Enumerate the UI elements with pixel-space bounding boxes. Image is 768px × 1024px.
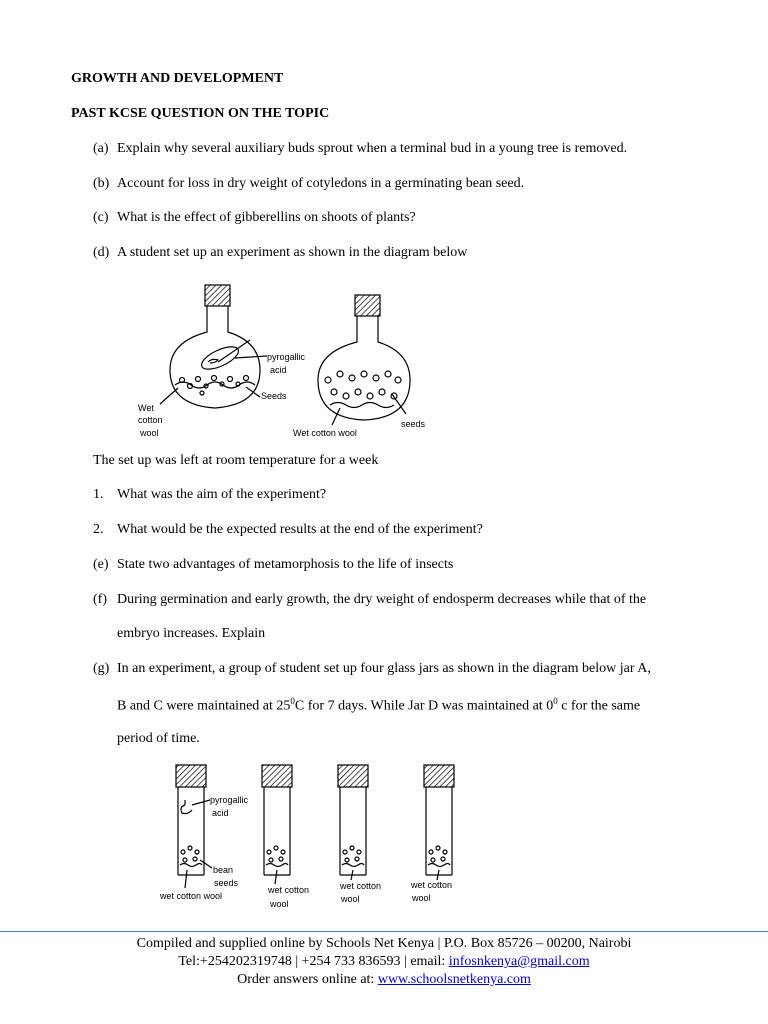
question-d-label: (d) [93, 245, 110, 260]
label-acid: acid [270, 365, 287, 375]
question-f-label: (f) [93, 592, 107, 607]
flask-experiment-diagram [130, 280, 450, 445]
label-pyrogallic-jar: pyrogallic [210, 795, 249, 805]
question-b-text: Account for loss in dry weight of cotyledons in a germinating bean seed. [117, 176, 525, 191]
label-wet-cotton-wool-flask2: Wet cotton wool [293, 428, 357, 438]
label-wet: Wet [138, 403, 154, 413]
label-wet-cotton-wool-jar-a: wet cotton wool [160, 891, 223, 901]
label-cotton: cotton [138, 415, 163, 425]
question-f-line2: embryo increases. Explain [117, 626, 266, 641]
question-d1-text: What was the aim of the experiment? [117, 487, 327, 502]
jar-b [262, 765, 292, 884]
question-f-line1: During germination and early growth, the dry weight of endosperm decreases while that of the [117, 592, 647, 607]
jar-c [338, 765, 368, 880]
footer-line-3: Order answers online at: www.schoolsnetkenya.com [237, 972, 531, 987]
label-wool-jar-b: wool [270, 899, 289, 909]
footer-divider [0, 931, 768, 932]
question-g-line1: In an experiment, a group of student set up four glass jars as shown in the diagram below jar A, [117, 661, 651, 676]
website-link[interactable]: www.schoolsnetkenya.com [377, 972, 531, 987]
label-bean: bean [213, 865, 234, 875]
page-subtitle: PAST KCSE QUESTION ON THE TOPIC [71, 106, 330, 121]
footer-line-2: Tel:+254202319748 | +254 733 836593 | email: infosnkenya@gmail.com [178, 954, 590, 969]
question-g-label: (g) [93, 661, 110, 676]
question-d-text: A student set up an experiment as shown in the diagram below [117, 245, 468, 260]
label-seeds-flask2: seeds [401, 419, 426, 429]
label-acid-jar: acid [212, 808, 229, 818]
label-wool-jar-c: wool [341, 894, 360, 904]
cork-stopper-2 [355, 295, 380, 316]
email-link[interactable]: infosnkenya@gmail.com [448, 954, 590, 969]
question-a-text: Explain why several auxiliary buds sprout when a terminal bud in a young tree is removed. [117, 141, 628, 156]
question-a-label: (a) [93, 141, 109, 156]
question-d1-label: 1. [93, 487, 104, 502]
cork-stopper [205, 285, 230, 306]
question-d2-label: 2. [93, 522, 104, 537]
label-seeds-jar: seeds [214, 878, 239, 888]
label-wet-cotton-jar-b: wet cotton [268, 885, 310, 895]
question-g-line3: period of time. [117, 731, 200, 746]
question-d2-text: What would be the expected results at the end of the experiment? [117, 522, 483, 537]
four-jars-diagram [155, 760, 475, 915]
label-wool: wool [140, 428, 159, 438]
jar-a [176, 765, 212, 888]
label-seeds-flask1: Seeds [261, 391, 287, 401]
question-e-label: (e) [93, 557, 109, 572]
question-b-label: (b) [93, 176, 110, 191]
question-c-label: (c) [93, 210, 109, 225]
jar-d [424, 765, 454, 880]
question-g-line2: B and C were maintained at $25^0C$ for 7 days. While Jar D was maintained at $0^0$ c for the same [117, 696, 641, 714]
flask-with-pyrogallic-acid [160, 285, 267, 408]
page-title: GROWTH AND DEVELOPMENT [71, 71, 284, 86]
question-c-text: What is the effect of gibberellins on shoots of plants? [117, 210, 416, 225]
label-wool-jar-d: wool [412, 893, 431, 903]
label-wet-cotton-jar-d: wet cotton [411, 880, 453, 890]
setup-note: The set up was left at room temperature for a week [93, 453, 379, 468]
footer-line-1: Compiled and supplied online by Schools Net Kenya | P.O. Box 85726 – 00200, Nairobi [136, 936, 632, 951]
label-wet-cotton-jar-c: wet cotton [340, 881, 382, 891]
flask-control [318, 295, 410, 425]
label-pyrogallic: pyrogallic [267, 352, 306, 362]
question-e-text: State two advantages of metamorphosis to the life of insects [117, 557, 454, 572]
